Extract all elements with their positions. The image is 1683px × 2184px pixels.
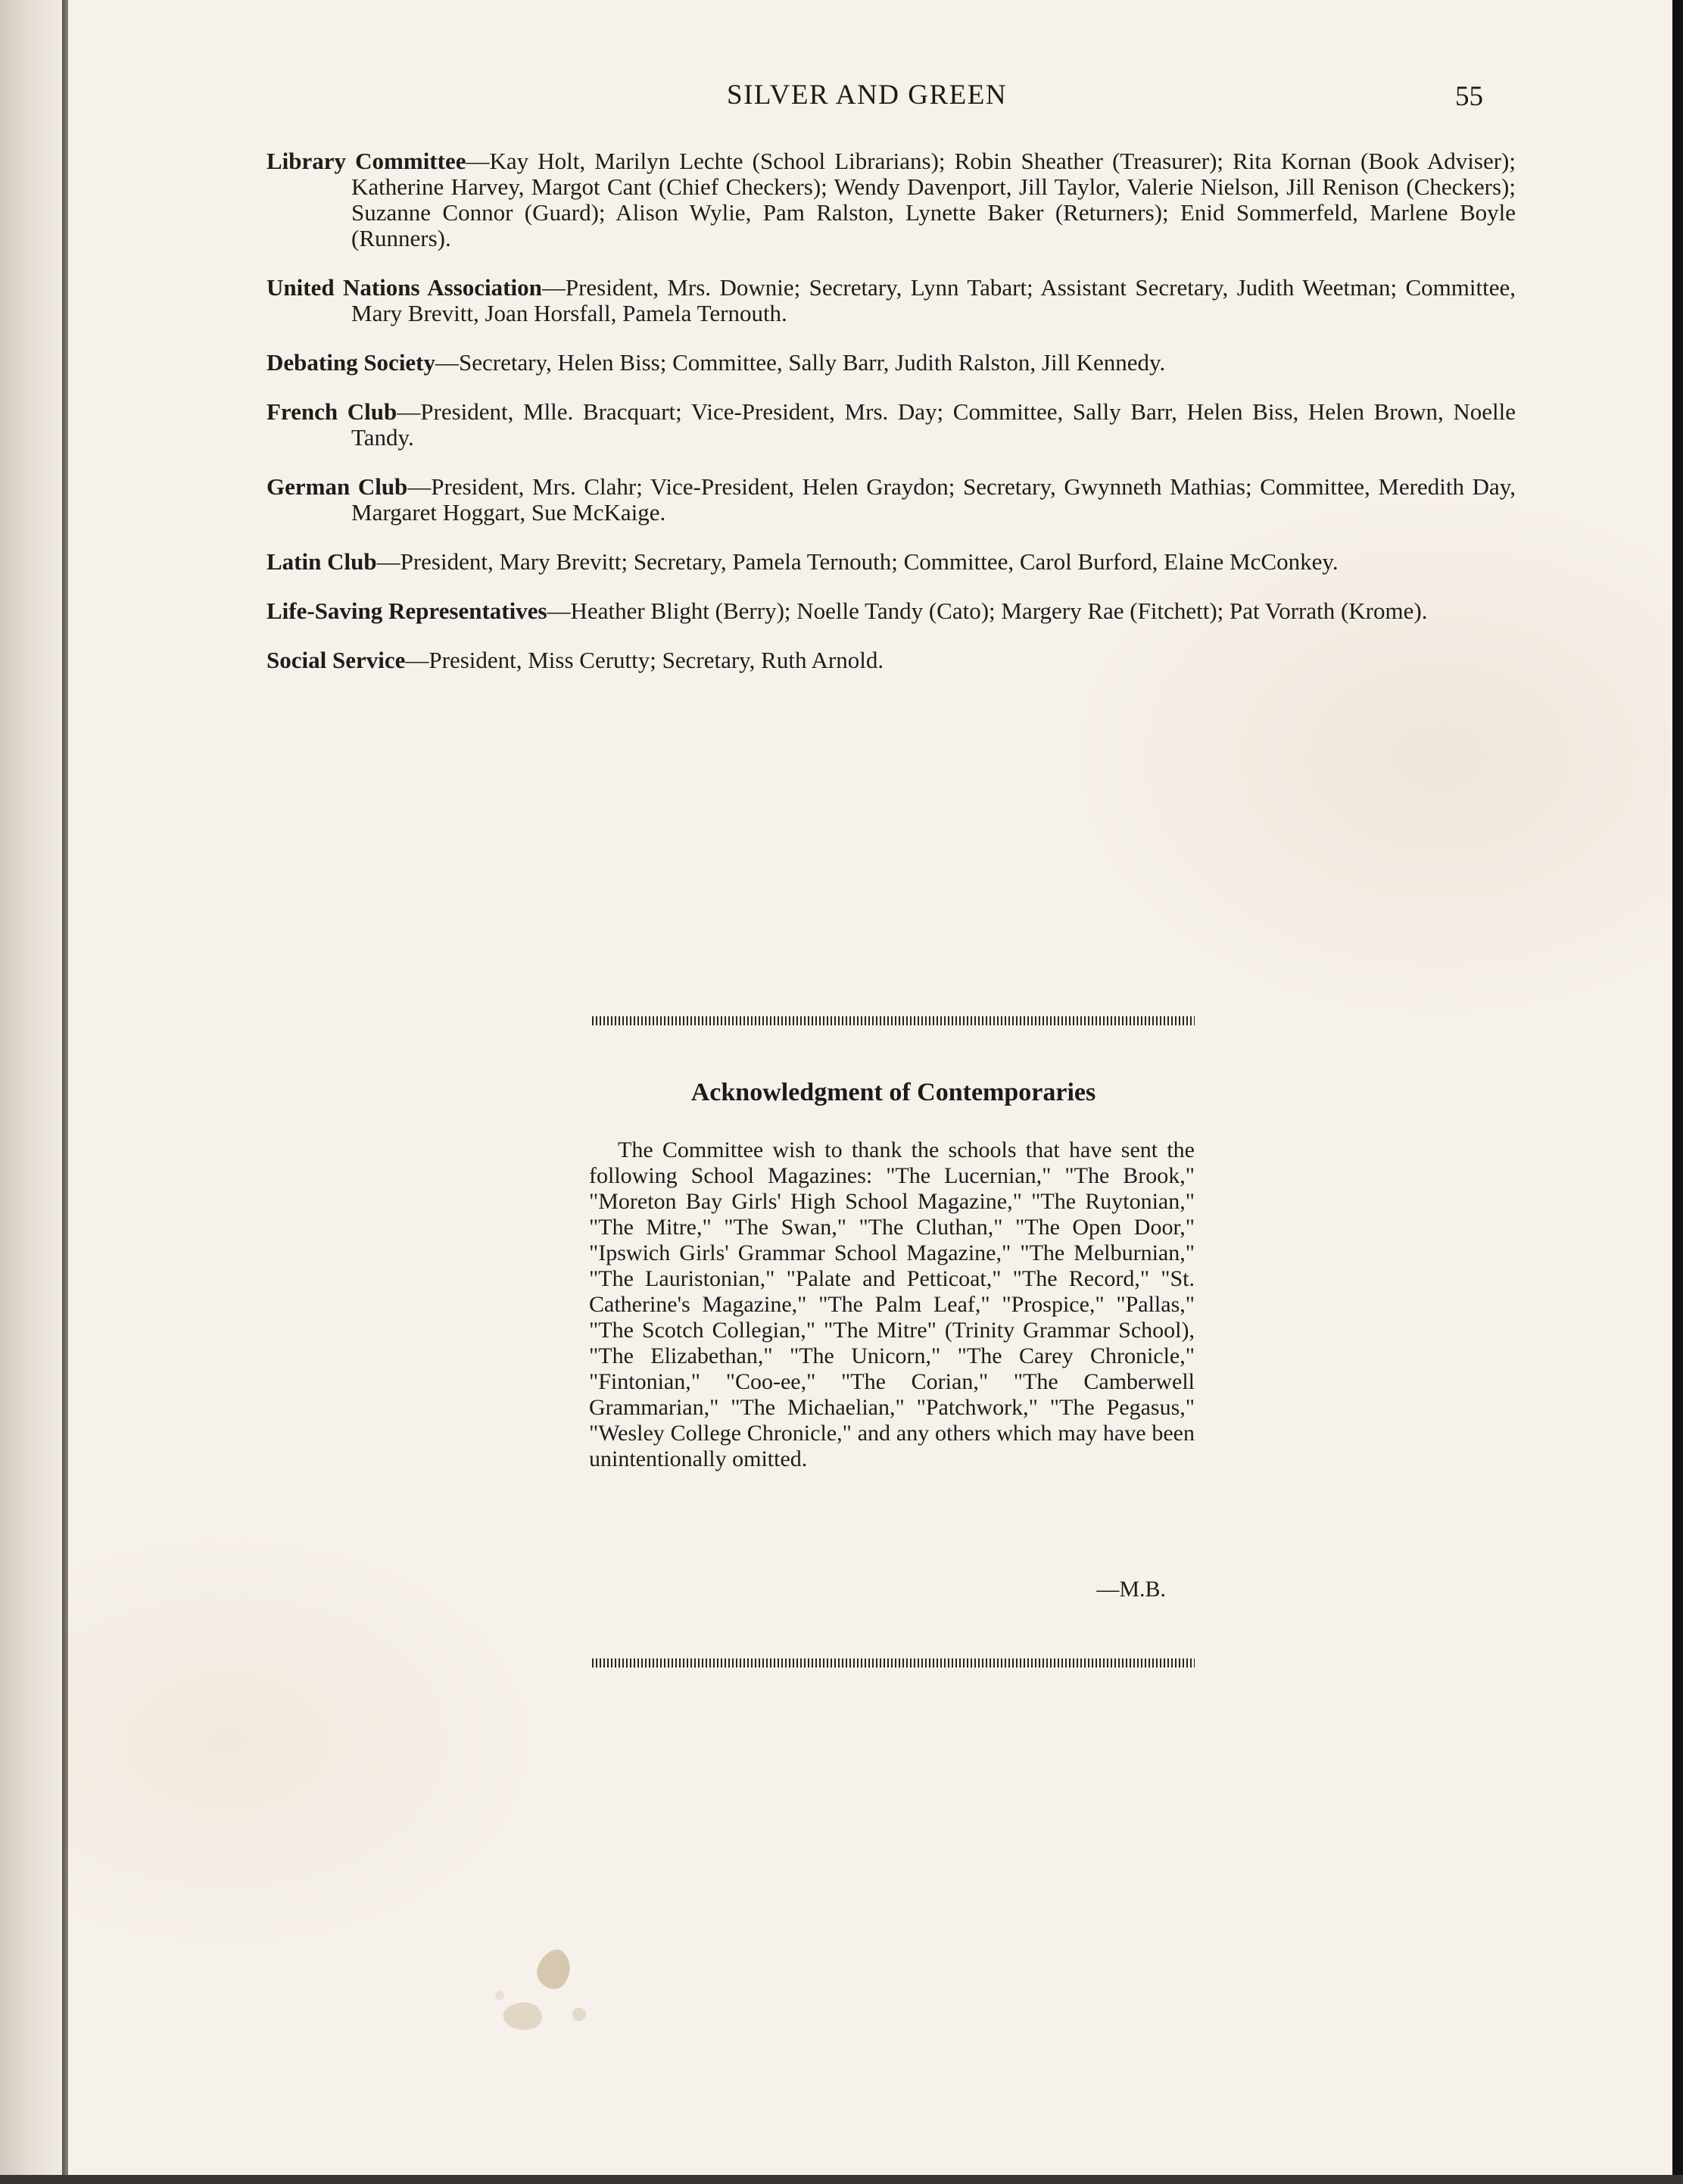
committee-heading: French Club bbox=[266, 398, 397, 425]
top-dotted-divider bbox=[592, 1016, 1195, 1025]
committee-list bbox=[266, 148, 1516, 690]
scan-edge-bottom bbox=[0, 2175, 1683, 2184]
committee-entry-german bbox=[266, 474, 1516, 526]
committee-heading: Life-Saving Representatives bbox=[266, 597, 547, 624]
binding-shadow-line bbox=[62, 0, 68, 2184]
committee-entry-debating bbox=[266, 350, 1516, 376]
committee-entry-life-saving bbox=[266, 598, 1516, 624]
committee-heading: Social Service bbox=[266, 647, 406, 673]
committee-members: —Secretary, Helen Biss; Committee, Sally Barr, Judith Ralston, Jill Kennedy. bbox=[435, 349, 1166, 376]
committee-entry-library bbox=[266, 148, 1516, 251]
committee-members: —Kay Holt, Marilyn Lechte (School Librarians); Robin Sheather (Treasurer); Rita Kornan (Book Adviser); Katherine Harvey, Margot Cant (Chief Checkers); Wendy Davenport, Jill Taylor, Valerie Nielson, Jill Renison (Checkers); Suzanne Connor (Guard); Alison Wylie, Pam Ralston, Lynette Baker (Returners); Enid Sommerfeld, Marlene Boyle (Runners). bbox=[351, 148, 1516, 251]
committee-entry-latin bbox=[266, 549, 1516, 575]
committee-heading: Debating Society bbox=[266, 349, 436, 376]
page-binding-edge bbox=[0, 0, 62, 2184]
running-header-title: SILVER AND GREEN bbox=[727, 80, 1008, 111]
committee-members: —President, Miss Cerutty; Secretary, Ruth Arnold. bbox=[405, 647, 884, 673]
acknowledgment-signature: —M.B. bbox=[1096, 1577, 1166, 1602]
committee-members: —President, Mlle. Bracquart; Vice-President, Mrs. Day; Committee, Sally Barr, Helen Biss, Helen Brown, Noelle Tandy. bbox=[351, 398, 1516, 451]
committee-members: —Heather Blight (Berry); Noelle Tandy (Cato); Margery Rae (Fitchett); Pat Vorrath (Krome). bbox=[547, 597, 1428, 624]
page-number: 55 bbox=[1455, 81, 1483, 112]
committee-entry-united-nations bbox=[266, 275, 1516, 326]
committee-heading: German Club bbox=[266, 473, 408, 500]
committee-entry-french bbox=[266, 399, 1516, 451]
acknowledgment-title: Acknowledgment of Contemporaries bbox=[690, 1078, 1096, 1106]
committee-heading: Library Committee bbox=[266, 148, 466, 174]
committee-entry-social-service bbox=[266, 647, 1516, 673]
committee-members: —President, Mary Brevitt; Secretary, Pamela Ternouth; Committee, Carol Burford, Elaine McConkey. bbox=[376, 548, 1339, 575]
committee-heading: United Nations Association bbox=[266, 274, 542, 301]
scan-edge-right bbox=[1672, 0, 1683, 2184]
committee-heading: Latin Club bbox=[266, 548, 377, 575]
committee-members: —President, Mrs. Clahr; Vice-President, Helen Graydon; Secretary, Gwynneth Mathias; Committee, Meredith Day, Margaret Hoggart, Sue McKaige. bbox=[351, 473, 1516, 526]
paper-stain bbox=[488, 1942, 609, 2041]
acknowledgment-body: The Committee wish to thank the schools that have sent the following School Magazines: "The Lucernian," "The Brook," "Moreton Bay Girls' High School Magazine," "The Ruytonian," "The Mitre," "The Swan," "The Cluthan," "The Open Door," "Ipswich Girls' Grammar School Magazine," "The Melburnian," "The Lauristonian," "Palate and Petticoat," "The Record," "St. Catherine's Magazine," "The Palm Leaf," "Prospice," "Pallas," "The Scotch Collegian," "The Mitre" (Trinity Grammar School), "The Elizabethan," "The Unicorn," "The Carey Chronicle," "Fintonian," "Coo-ee," "The Corian," "The Camberwell Grammarian," "The Michaelian," "Patchwork," "The Pegasus," "Wesley College Chronicle," and any others which may have been unintentionally omitted. bbox=[589, 1137, 1195, 1471]
committee-members: —President, Mrs. Downie; Secretary, Lynn Tabart; Assistant Secretary, Judith Weetman; Committee, Mary Brevitt, Joan Horsfall, Pamela Ternouth. bbox=[351, 274, 1516, 326]
bottom-dotted-divider bbox=[592, 1658, 1195, 1668]
